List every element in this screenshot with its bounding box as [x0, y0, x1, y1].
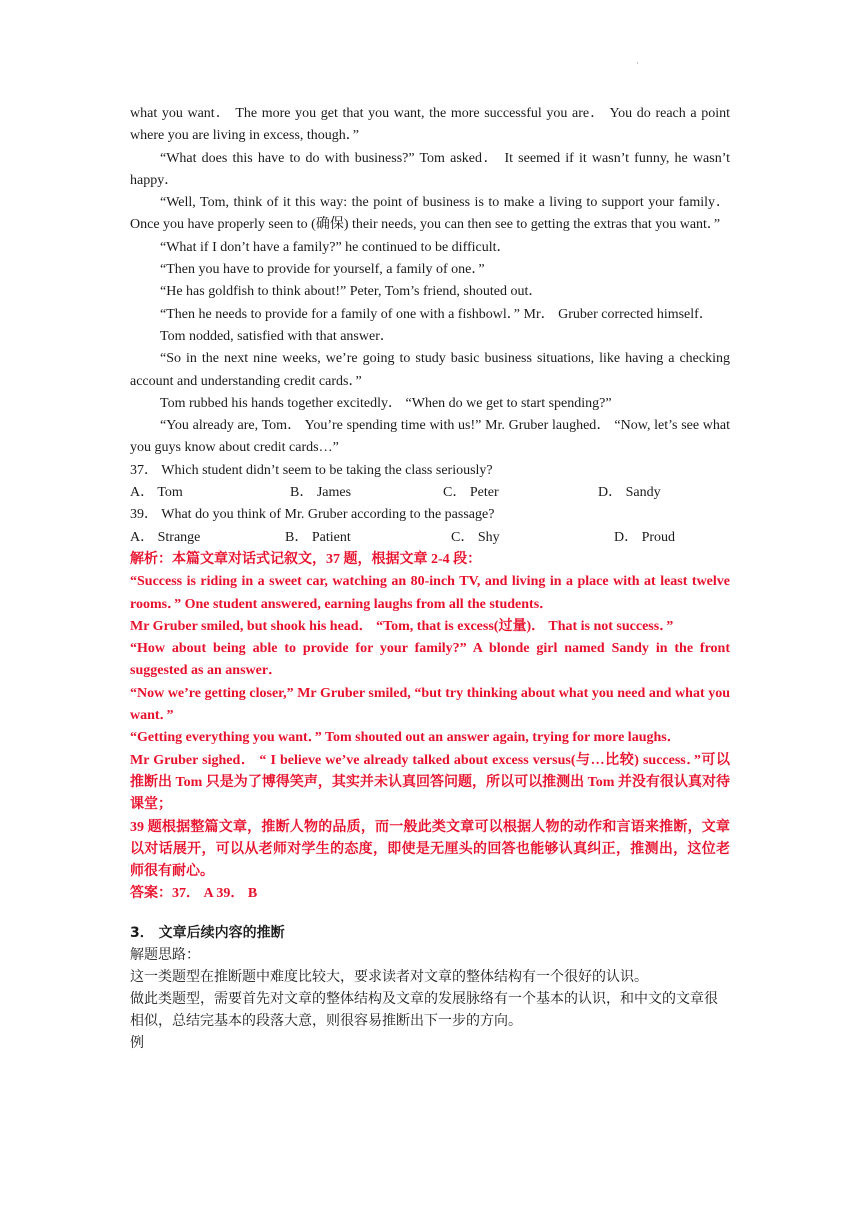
- option-a: A． Strange: [130, 529, 201, 545]
- option-d: D． Proud: [614, 529, 676, 545]
- options-37: [130, 482, 730, 504]
- passage-paragraph: Tom rubbed his hands together excitedly． “When do we get to start spending?”: [160, 395, 612, 411]
- answer-line: 答案：37． A 39． B: [130, 886, 258, 902]
- passage-paragraph: “What does this have to do with business?” Tom asked． It seemed if it wasn’t funny, he wasn’t happy．: [130, 150, 730, 188]
- spacer: [130, 906, 730, 922]
- option-b: B． Patient: [285, 529, 351, 545]
- page-content: [130, 103, 730, 1054]
- analysis-line: “Now we’re getting closer,” Mr Gruber smiled, “but try thinking about what you need and what you want．”: [130, 685, 730, 724]
- analysis-line: “How about being able to provide for your family?” A blonde girl named Sandy in the front suggested as an answer．: [130, 641, 730, 679]
- options-39: [130, 527, 730, 549]
- option-b: B． James: [290, 485, 352, 501]
- option-a: A． Tom: [130, 485, 183, 501]
- passage-paragraph: “Then you have to provide for yourself, a family of one．”: [160, 262, 485, 278]
- passage-paragraph: Tom nodded, satisfied with that answer．: [160, 328, 394, 344]
- passage-paragraph: “So in the next nine weeks, we’re going to study basic business situations, like having a checking account and understanding credit cards．”: [130, 351, 730, 389]
- question-stem-37: 37． Which student didn’t seem to be taking the class seriously?: [130, 462, 493, 478]
- analysis-line: “Getting everything you want．” Tom shouted out an answer again, trying for more laughs．: [130, 730, 681, 746]
- analysis-line: Mr Gruber sighed． “ I believe we’ve already talked about excess versus(与…比较) success．”可以推断出 Tom 只是为了博得笑声，其实并未认真回答问题，所以可以推测出 Tom 并没有很认真对待课堂；: [130, 752, 730, 813]
- passage-paragraph: “Well, Tom, think of it this way: the point of business is to make a living to support your family． Once you have properly seen to (确保) their needs, you can then see to getting the extras that you want．”: [130, 195, 730, 233]
- passage-paragraph: “Then he needs to provide for a family of one with a fishbowl．” Mr． Gruber corrected himself．: [160, 306, 713, 322]
- analysis-line: “Success is riding in a sweet car, watching an 80-inch TV, and living in a place with at least twelve rooms．” One student answered, earning laughs from all the students．: [130, 574, 730, 612]
- section-line: 做此类题型，需要首先对文章的整体结构及文章的发展脉络有一个基本的认识，和中文的文章很相似，总结完基本的段落大意，则很容易推断出下一步的方向。: [130, 990, 718, 1029]
- analysis-line: Mr Gruber smiled, but shook his head． “Tom, that is excess(过量)． That is not success．”: [130, 618, 674, 634]
- section-line: 解题思路：: [130, 946, 200, 963]
- analysis-line: 39 题根据整篇文章，推断人物的品质，而一般此类文章可以根据人物的动作和言语来推断，文章以对话展开，可以从老师对学生的态度，即使是无厘头的回答也能够认真纠正，推测出，这位老师很有耐心。: [130, 819, 730, 880]
- header-mark: ·: [636, 58, 639, 68]
- passage-paragraph: “You already are, Tom． You’re spending time with us!” Mr. Gruber laughed． “Now, let’s see what you guys know about credit cards…”: [130, 418, 730, 456]
- passage-paragraph: “What if I don’t have a family?” he continued to be difficult．: [160, 239, 511, 255]
- analysis-line: 解析：本篇文章对话式记叙文，37 题，根据文章 2-4 段：: [130, 551, 482, 567]
- option-d: D． Sandy: [598, 485, 661, 501]
- passage-paragraph: what you want． The more you get that you want, the more successful you are． You do reach a point where you are living in excess, though．”: [130, 106, 730, 144]
- section-line: 例: [130, 1034, 144, 1051]
- option-c: C． Peter: [443, 485, 499, 501]
- passage-paragraph: “He has goldfish to think about!” Peter, Tom’s friend, shouted out．: [160, 284, 543, 300]
- section-line: 这一类题型在推断题中难度比较大，要求读者对文章的整体结构有一个很好的认识。: [130, 968, 648, 985]
- option-c: C． Shy: [451, 529, 500, 545]
- question-stem-39: 39． What do you think of Mr. Gruber according to the passage?: [130, 507, 495, 523]
- section-heading: 3． 文章后续内容的推断: [130, 924, 285, 941]
